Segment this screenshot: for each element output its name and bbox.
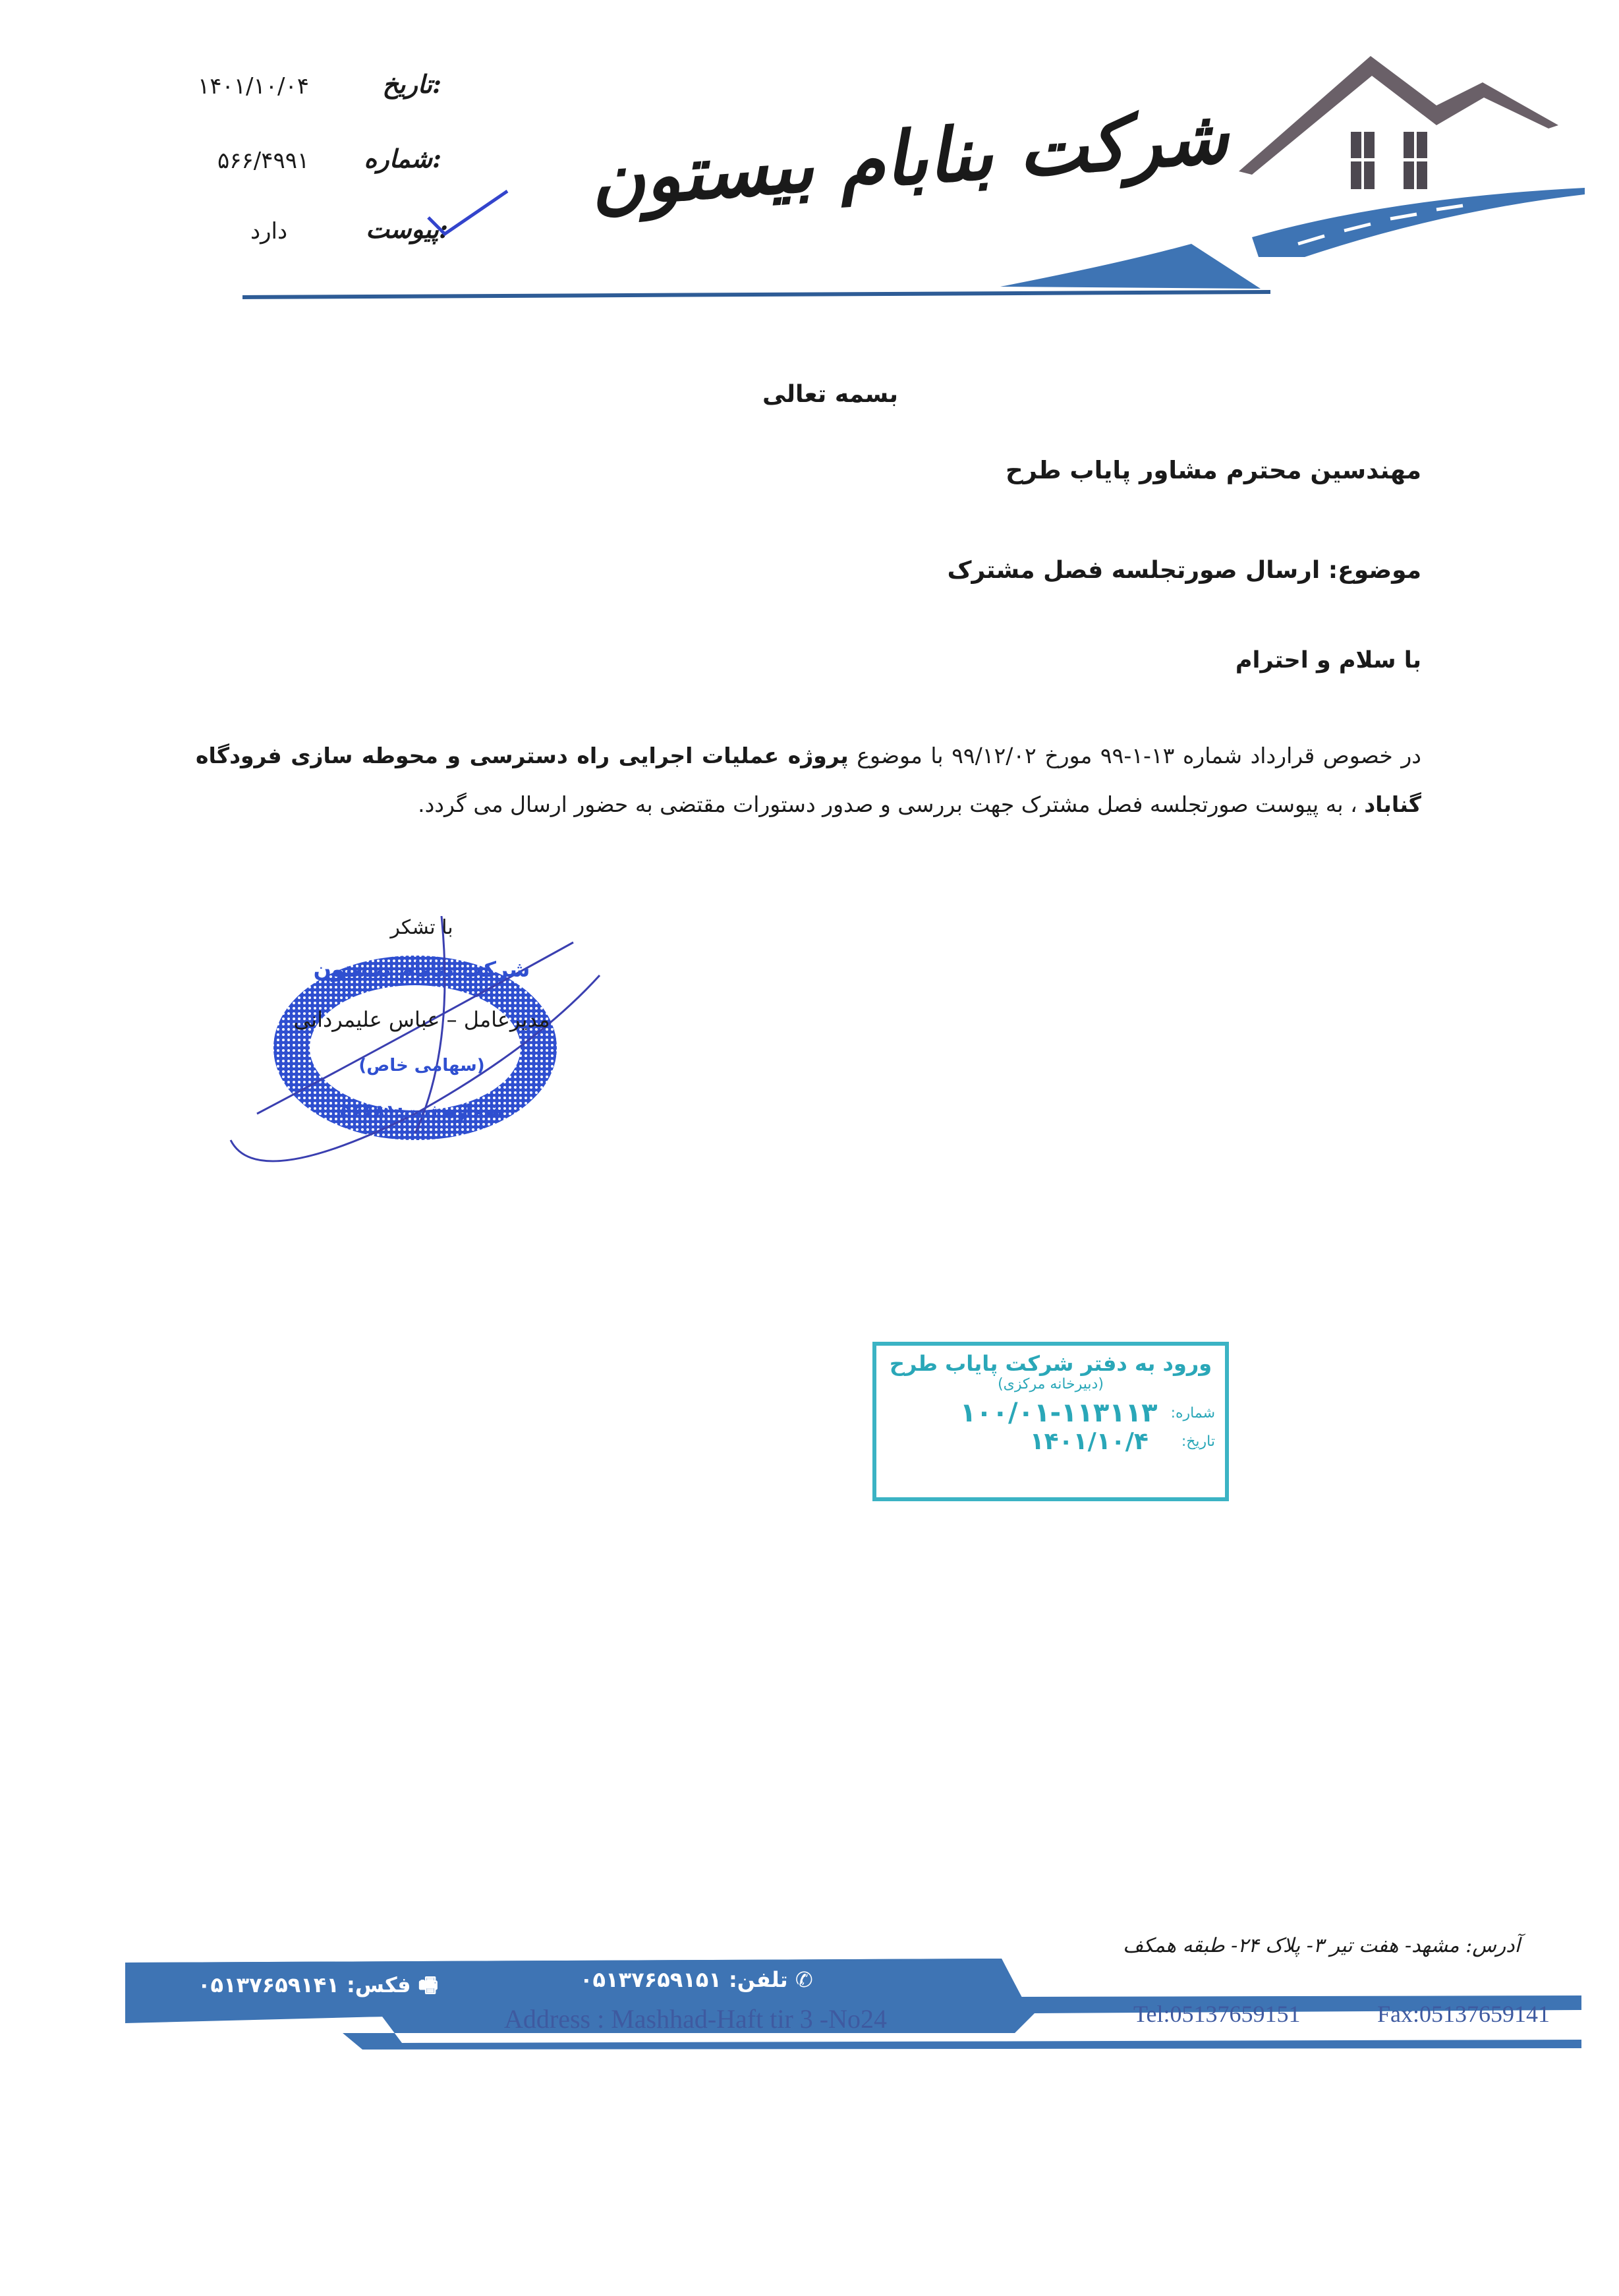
attachment-label: پیوست: <box>366 214 448 244</box>
footer-fax-en: Fax:05137659141 <box>1377 2001 1550 2027</box>
attachment-value: دارد <box>250 218 288 244</box>
number-label: شماره: <box>364 144 441 173</box>
seal-company-text: شرکت بنابام بیستون <box>313 957 530 982</box>
subject: موضوع: ارسال صورتجلسه فصل مشترک <box>947 557 1421 584</box>
header-divider <box>242 237 1270 303</box>
letter-body <box>196 732 1421 829</box>
company-name-logo: شرکت بنابام بیستون <box>587 93 1232 224</box>
number-value: ۵۶۶/۴۹۹۱ <box>217 148 310 174</box>
receipt-title: ورود به دفتر شرکت پایاب طرح <box>889 1351 1212 1376</box>
closing-text: با تشکر <box>390 916 453 939</box>
footer-fax-fa <box>198 1970 438 2006</box>
seal-shape-icon <box>217 916 626 1180</box>
signer-name: مدیرعامل – عباس علیمردانی <box>293 1007 550 1032</box>
receipt-number-value: ۱۰۰/۰۱-۱۱۳۱۱۳ <box>959 1398 1158 1428</box>
body-text-2: ، به پیوست صورتجلسه فصل مشترک جهت بررسی و صدور دستورات مقتضی به حضور ارسال می گردد. <box>418 791 1365 817</box>
company-seal <box>217 916 626 1180</box>
fax-icon: 🖷 <box>411 1972 438 1997</box>
invocation: بسمه تعالی <box>762 381 898 408</box>
date-value: ۱۴۰۱/۱۰/۰۴ <box>198 73 310 100</box>
body-text-1: در خصوص قرارداد شماره ۱۳-۱-۹۹ مورخ ۹۹/۱۲/۰۲ با موضوع <box>848 743 1421 768</box>
receipt-stamp <box>872 1342 1229 1501</box>
seal-registration-text: شماره ثبت:۵۶۶۸۱ <box>340 1101 503 1122</box>
phone-icon: ✆ <box>787 1967 813 1992</box>
footer-address-en: Address : Mashhad-Haft tir 3 -No24 <box>504 2004 887 2034</box>
receipt-date-label: تاریخ: <box>1181 1433 1215 1450</box>
recipient: مهندسین محترم مشاور پایاب طرح <box>1006 456 1421 484</box>
receipt-subtitle: (دبیرخانه مرکزی) <box>998 1376 1104 1392</box>
fax-fa-text: فکس: ۰۵۱۳۷۶۵۹۱۴۱ <box>198 1972 411 1997</box>
phone-fa-text: تلفن: ۰۵۱۳۷۶۵۹۱۵۱ <box>580 1967 788 1992</box>
footer-address-fa: آدرس: مشهد- هفت تیر ۳- پلاک ۲۴- طبقه همکف <box>1123 1934 1520 1957</box>
header-number <box>217 144 441 183</box>
footer-phone-fa <box>580 1967 813 1992</box>
header-date <box>198 69 441 109</box>
footer-tel-en: Tel:05137659151 <box>1133 2001 1301 2027</box>
seal-type-text: (سهامی خاص) <box>358 1056 485 1076</box>
greeting: با سلام و احترام <box>1235 647 1421 674</box>
project-title: پروژه عملیات اجرایی راه دسترسی و محوطه سازی فرودگاه گناباد <box>196 743 1421 817</box>
date-label: تاریخ: <box>382 69 441 99</box>
receipt-date-value: ۱۴۰۱/۱۰/۴ <box>1029 1428 1149 1455</box>
company-logo-icon <box>1226 46 1595 283</box>
receipt-number-label: شماره: <box>1170 1404 1215 1421</box>
